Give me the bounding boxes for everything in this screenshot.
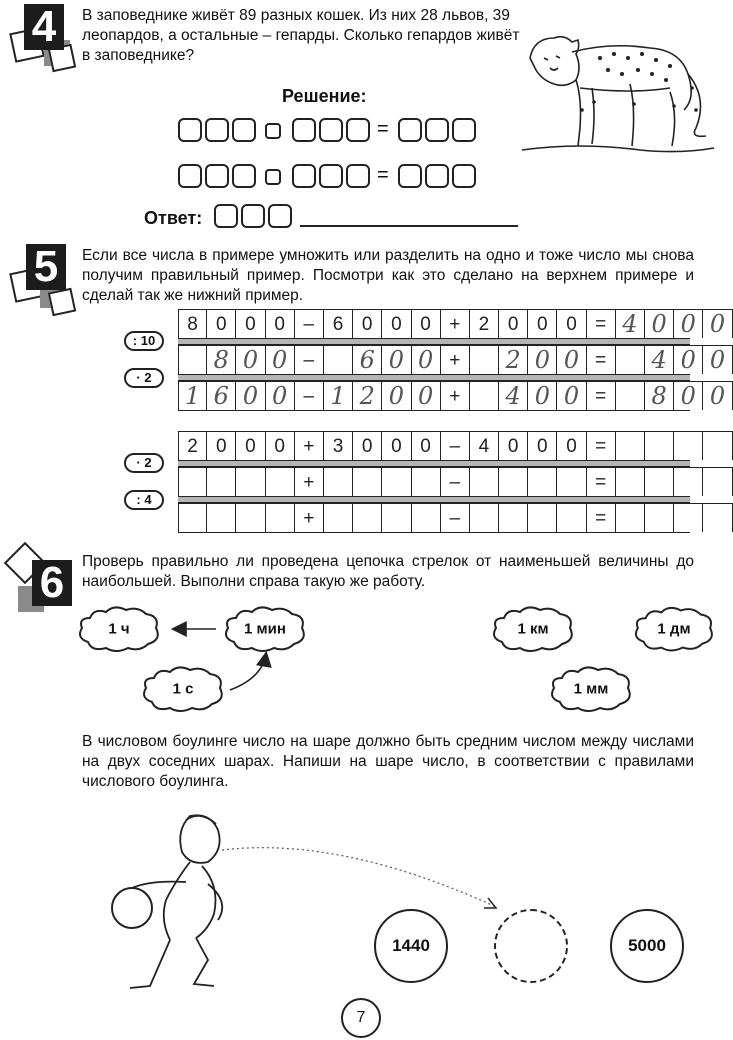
cloud-label: 1 ч <box>108 620 130 638</box>
grid-cell[interactable]: 6 <box>207 381 236 410</box>
grid-cell[interactable]: – <box>295 381 324 410</box>
grid-cell[interactable]: 0 <box>236 309 265 338</box>
grid-cell[interactable]: – <box>441 467 470 496</box>
answer-label: Ответ: <box>144 208 203 228</box>
grid-cell[interactable]: 8 <box>207 345 236 374</box>
grid-cell[interactable]: 2 <box>178 431 207 460</box>
grid-cell[interactable]: 4 <box>616 309 645 338</box>
grid-cell[interactable]: 0 <box>236 431 265 460</box>
grid-cell[interactable]: 0 <box>412 381 441 410</box>
grid-cell[interactable]: + <box>441 345 470 374</box>
grid-cell[interactable]: 4 <box>470 431 499 460</box>
cloud-1dm[interactable] <box>632 606 716 652</box>
grid-cell[interactable]: 0 <box>557 345 586 374</box>
grid-cell[interactable]: 6 <box>353 345 382 374</box>
grid-cell[interactable]: 0 <box>207 309 236 338</box>
grid-cell[interactable]: 0 <box>412 309 441 338</box>
grid-cell[interactable]: 0 <box>557 309 586 338</box>
page-number: 7 <box>341 998 381 1038</box>
grid-cell[interactable]: 0 <box>499 431 528 460</box>
cloud-label: 1 мм <box>573 680 609 698</box>
task-4-text: В заповеднике живёт 89 разных кошек. Из них 28 львов, 39 леопардов, а остальные – гепарды. Сколько гепардов живёт в заповеднике? <box>82 7 520 64</box>
grid-cell[interactable]: 0 <box>703 345 732 374</box>
operation-label: : 4 <box>124 490 164 510</box>
cloud-1h[interactable] <box>76 606 162 652</box>
grid-cell[interactable]: + <box>295 503 324 532</box>
task-6-text: Проверь правильно ли проведена цепочка стрелок от наименьшей величины до наибольшей. Выполни справа такую же работу. <box>82 553 694 590</box>
boy-bowling-illustration <box>90 810 510 992</box>
solution-label: Решение: <box>282 86 367 106</box>
cloud-label: 1 с <box>172 680 194 698</box>
grid-cell[interactable]: 8 <box>645 381 674 410</box>
cloud-1mm[interactable] <box>548 666 634 712</box>
grid-cell[interactable]: 2 <box>499 345 528 374</box>
grid-cell[interactable]: + <box>441 381 470 410</box>
grid-cell[interactable]: 4 <box>645 345 674 374</box>
grid-cell[interactable]: 0 <box>382 431 411 460</box>
grid-cell[interactable]: – <box>295 345 324 374</box>
grid-cell[interactable]: 0 <box>353 431 382 460</box>
grid-cell[interactable]: 0 <box>557 381 586 410</box>
number-ball-3: 5000 <box>610 909 684 983</box>
cloud-label: 1 дм <box>657 620 691 638</box>
grid-cell[interactable]: = <box>587 503 616 532</box>
cloud-1km[interactable] <box>490 606 576 652</box>
bowling-text: В числовом боулинге число на шаре должно быть средним числом между числами на двух соседних шарах. Напиши на шаре число, в соответствии с правилами числового боулинга. <box>82 733 694 790</box>
grid-cell[interactable]: 0 <box>266 345 295 374</box>
number-ball-1: 1440 <box>374 909 448 983</box>
grid-cell[interactable]: 0 <box>266 381 295 410</box>
operation-label: · 2 <box>124 453 164 473</box>
grid-cell[interactable]: + <box>441 309 470 338</box>
grid-cell[interactable]: 1 <box>178 381 207 410</box>
operation-label: · 2 <box>124 368 164 388</box>
cloud-1s[interactable] <box>140 666 226 712</box>
cloud-label: 1 км <box>517 620 549 638</box>
grid-cell[interactable]: = <box>587 345 616 374</box>
grid-cell[interactable]: = <box>587 467 616 496</box>
grid-cell[interactable]: 0 <box>528 345 557 374</box>
grid-cell[interactable]: 2 <box>470 309 499 338</box>
grid-cell[interactable]: 0 <box>412 431 441 460</box>
grid-cell[interactable]: 0 <box>674 309 703 338</box>
grid-cell[interactable]: 8 <box>178 309 207 338</box>
grid-cell[interactable]: – <box>295 309 324 338</box>
grid-cell[interactable]: 0 <box>674 381 703 410</box>
grid-cell[interactable]: 1 <box>324 381 353 410</box>
grid-cell[interactable]: 0 <box>236 381 265 410</box>
operation-label: : 10 <box>124 331 164 351</box>
number-ball-empty[interactable] <box>494 909 568 983</box>
grid-cell[interactable]: + <box>295 467 324 496</box>
grid-cell[interactable]: 0 <box>382 345 411 374</box>
grid-cell[interactable]: 0 <box>645 309 674 338</box>
cloud-1min[interactable] <box>222 606 308 652</box>
grid-cell[interactable]: 0 <box>499 309 528 338</box>
equals-sign: = <box>377 118 389 140</box>
grid-cell[interactable]: 0 <box>528 431 557 460</box>
grid-cell[interactable]: – <box>441 431 470 460</box>
bowling-ball <box>112 888 152 928</box>
grid-cell[interactable]: + <box>295 431 324 460</box>
task-5-text: Если все числа в примере умножить или разделить на одно и тоже число мы снова получим правильный пример. Посмотри как это сделано на верхнем примере и сделай так же нижний пример. <box>82 247 694 304</box>
task-number-4: 4 <box>24 4 64 50</box>
grid-cell[interactable]: 0 <box>236 345 265 374</box>
grid-cell[interactable]: 0 <box>703 309 732 338</box>
grid-cell[interactable]: 0 <box>382 309 411 338</box>
arrow <box>230 654 266 690</box>
grid-cell[interactable]: 0 <box>266 431 295 460</box>
grid-cell[interactable]: = <box>587 309 616 338</box>
grid-cell[interactable]: – <box>441 503 470 532</box>
grid-cell[interactable]: 4 <box>499 381 528 410</box>
grid-cell[interactable]: = <box>587 381 616 410</box>
grid-cell[interactable]: = <box>587 431 616 460</box>
grid-cell[interactable]: 2 <box>353 381 382 410</box>
grid-cell[interactable]: 0 <box>412 345 441 374</box>
grid-cell[interactable]: 0 <box>557 431 586 460</box>
grid-cell[interactable]: 0 <box>674 345 703 374</box>
grid-cell[interactable]: 3 <box>324 431 353 460</box>
grid-cell[interactable]: 0 <box>528 309 557 338</box>
cloud-label: 1 мин <box>244 620 286 638</box>
task-number-5: 5 <box>26 244 66 290</box>
grid-cell[interactable]: 0 <box>382 381 411 410</box>
grid-cell[interactable]: 0 <box>353 309 382 338</box>
task-number-6: 6 <box>32 560 72 606</box>
grid-cell[interactable]: 6 <box>324 309 353 338</box>
grid-cell[interactable]: 0 <box>266 309 295 338</box>
grid-cell[interactable]: 0 <box>528 381 557 410</box>
equals-sign: = <box>377 164 389 186</box>
grid-cell[interactable]: 0 <box>703 381 732 410</box>
grid-cell[interactable]: 0 <box>207 431 236 460</box>
